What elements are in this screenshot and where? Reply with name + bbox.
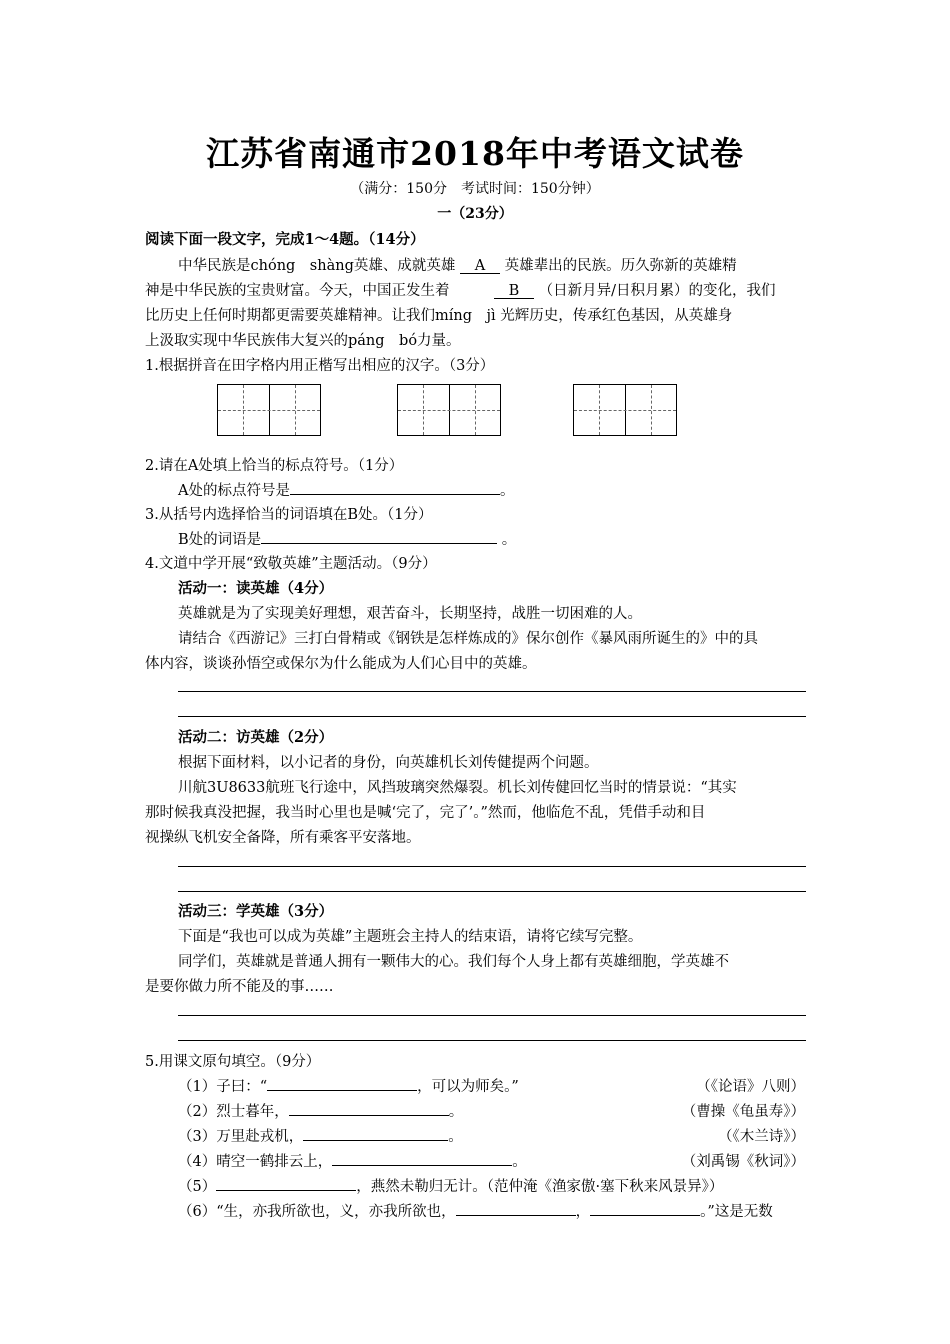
fill-blank[interactable] [289,1100,449,1116]
activity-2-title: 活动二：访英雄（2分） [178,729,334,746]
activity-2-line-4: 视操纵飞机安全备降，所有乘客平安落地。 [145,830,421,846]
answer-line[interactable] [178,691,806,692]
question-1: 1.根据拼音在田字格内用正楷写出相应的汉字。（3分） [145,358,495,374]
question-5: 5.用课文原句填空。（9分） [145,1054,321,1070]
passage-line-1: 中华民族是chóng shàng英雄、成就英雄 A 英雄辈出的民族。历久弥新的英雄精 [178,258,737,274]
tianzige-box-2[interactable] [397,384,501,436]
activity-3-line-3: 是要你做力所不能及的事…… [145,979,334,995]
question-3: 3.从括号内选择恰当的词语填在B处。（1分） [145,507,433,523]
answer-line[interactable] [178,891,806,892]
answer-line[interactable] [178,1040,806,1041]
fill-item-1: （1）子曰：“ ，可以为师矣。” [178,1075,519,1096]
passage-line-2-tail: B （日新月异/日积月累）的变化，我们 [494,279,776,300]
answer-line[interactable] [178,866,806,867]
exam-info: （满分：150分 考试时间：150分钟） [350,181,600,197]
section-heading: 一（23分） [437,206,513,222]
passage-line-2: 神是中华民族的宝贵财富。今天，中国正发生着 [145,283,450,299]
fill-item-2: （2）烈士暮年， 。 [178,1100,463,1121]
fill-item-4: （4）晴空一鹤排云上， 。 [178,1150,527,1171]
activity-3-line-1: 下面是“我也可以成为英雄”主题班会主持人的结束语，请将它续写完整。 [178,929,643,945]
fill-item-5: （5） ，燕然未勒归无计。（范仲淹《渔家傲·塞下秋来风景异》） [178,1175,723,1196]
activity-3-title: 活动三：学英雄（3分） [178,903,334,920]
q3-answer-line: B处的词语是 。 [178,528,516,549]
activity-2-line-1: 根据下面材料，以小记者的身份，向英雄机长刘传健提两个问题。 [178,755,599,771]
answer-line[interactable] [178,716,806,717]
question-4: 4.文道中学开展“致敬英雄”主题活动。（9分） [145,556,437,572]
fill-item-3: （3）万里赴戎机， 。 [178,1125,463,1146]
tianzige-box-1[interactable] [217,384,321,436]
reading-header: 阅读下面一段文字，完成1～4题。（14分） [145,231,425,248]
tianzige-box-3[interactable] [573,384,677,436]
activity-1-line-1: 英雄就是为了实现美好理想，艰苦奋斗，长期坚持，战胜一切困难的人。 [178,606,642,622]
source-2: （曹操《龟虽寿》） [681,1104,805,1120]
q2-answer-line: A处的标点符号是 。 [178,479,514,500]
fill-blank[interactable] [303,1125,448,1141]
fill-item-6: （6）“生，亦我所欲也，义，亦我所欲也， ， 。”这是无数 [178,1200,773,1221]
activity-2-line-2: 川航3U8633航班飞行途中，风挡玻璃突然爆裂。机长刘传健回忆当时的情景说：“其实 [178,780,737,796]
source-3: （《木兰诗》） [718,1129,805,1145]
question-2: 2.请在A处填上恰当的标点符号。（1分） [145,458,404,474]
q2-answer-blank[interactable] [290,479,500,495]
answer-line[interactable] [178,1015,806,1016]
passage-line-3: 比历史上任何时期都更需要英雄精神。让我们míng jì 光辉历史，传承红色基因，从英雄身 [145,308,733,324]
fill-blank[interactable] [332,1150,512,1166]
fill-blank[interactable] [590,1200,700,1216]
page-title: 江苏省南通市2018年中考语文试卷 [206,134,744,173]
activity-3-line-2: 同学们，英雄就是普通人拥有一颗伟大的心。我们每个人身上都有英雄细胞，学英雄不 [178,954,729,970]
activity-1-line-2: 请结合《西游记》三打白骨精或《钢铁是怎样炼成的》保尔创作《暴风雨所诞生的》中的具 [178,631,758,647]
fill-blank[interactable] [456,1200,576,1216]
passage-line-4: 上汲取实现中华民族伟大复兴的páng bó力量。 [145,333,461,349]
blank-b: B [494,283,534,299]
source-4: （刘禹锡《秋词》） [681,1154,805,1170]
activity-2-line-3: 那时候我真没把握，我当时心里也是喊‘完了，完了’。”然而，他临危不乱，凭借手动和目 [145,805,706,821]
source-1: （《论语》八则） [696,1079,805,1095]
fill-blank[interactable] [267,1075,417,1091]
blank-a: A [460,258,500,274]
q3-answer-blank[interactable] [261,528,497,544]
fill-blank[interactable] [216,1175,356,1191]
activity-1-line-3: 体内容，谈谈孙悟空或保尔为什么能成为人们心目中的英雄。 [145,656,537,672]
activity-1-title: 活动一：读英雄（4分） [178,580,334,597]
